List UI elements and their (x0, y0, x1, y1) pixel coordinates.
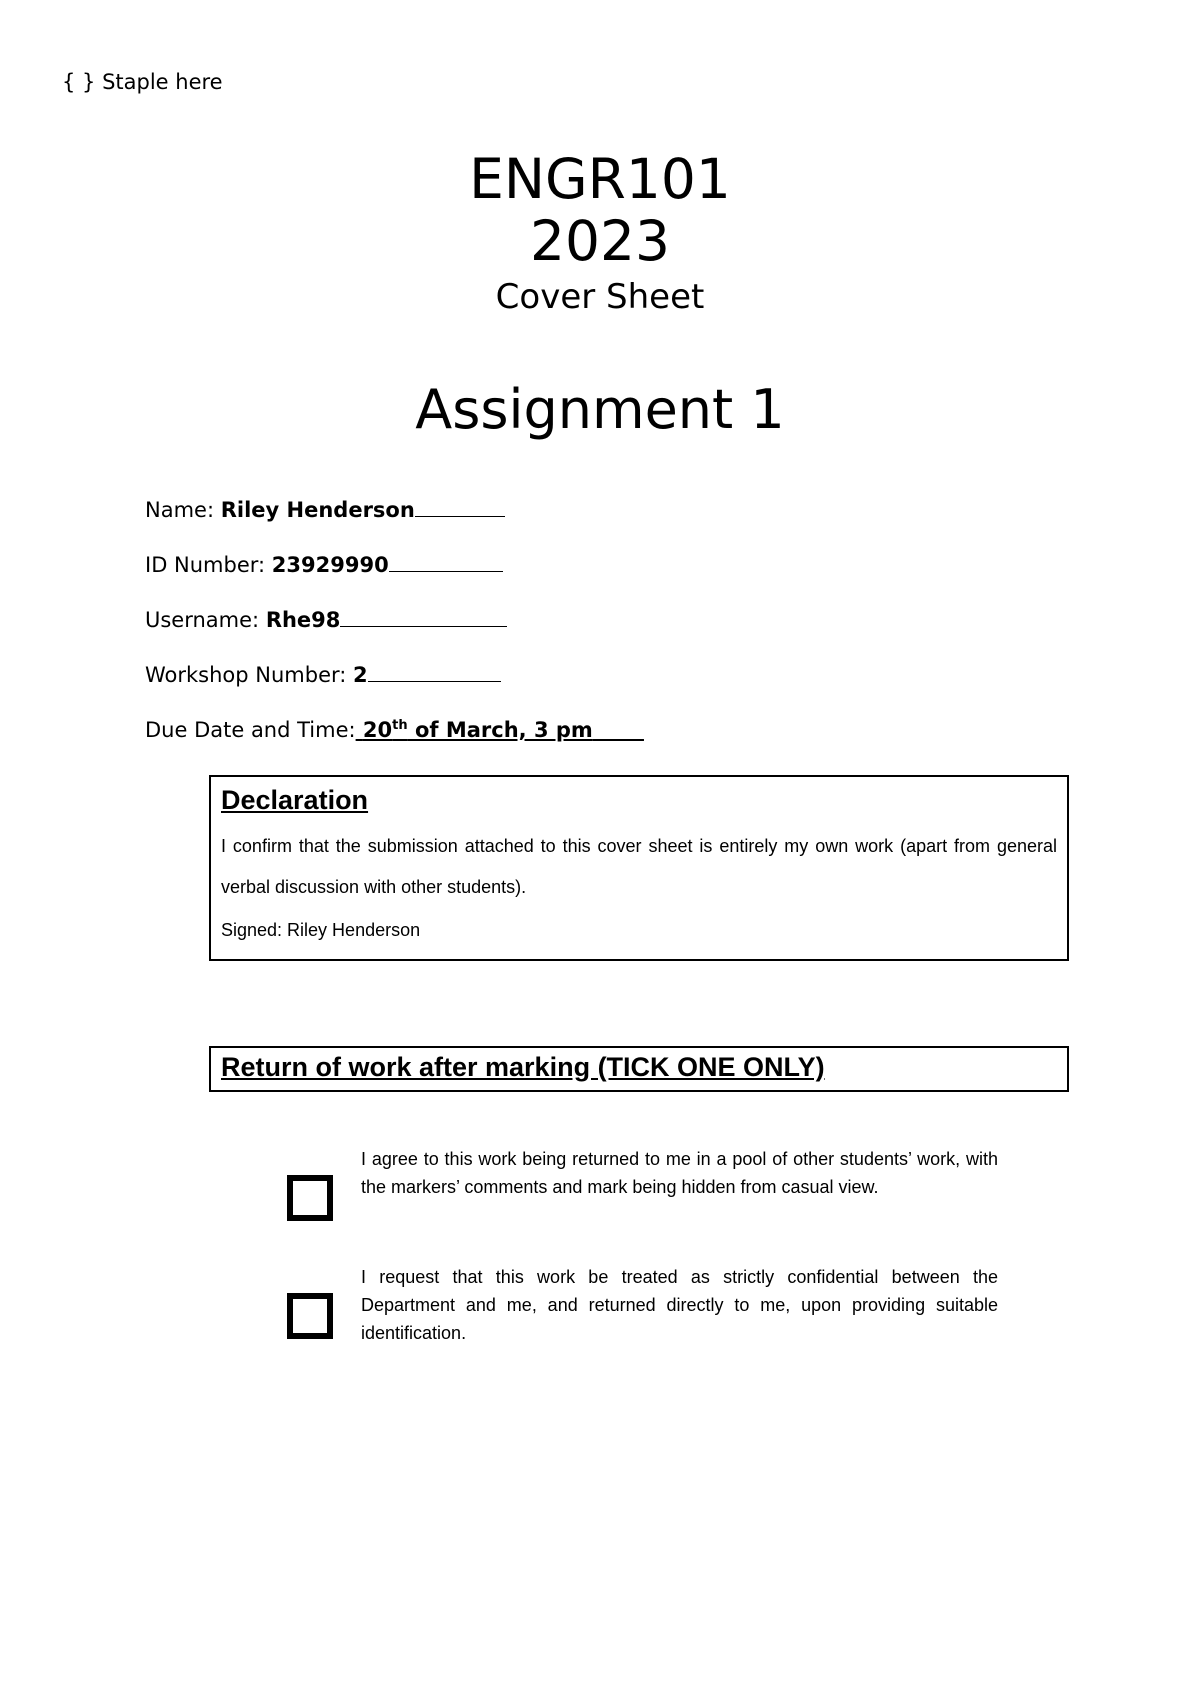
due-day: 20 (362, 718, 393, 742)
return-of-work-heading: Return of work after marking (TICK ONE ONLY) (221, 1052, 825, 1082)
confidential-return-text: I request that this work be treated as strictly confidential between the Department and me, and returned directly to me, upon providing suitable identification. (361, 1267, 998, 1343)
name-label: Name: (145, 498, 221, 522)
name-underline (415, 498, 505, 517)
id-number-field[interactable] (145, 553, 644, 608)
id-number-label: ID Number: (145, 553, 272, 577)
name-value: Riley Henderson (220, 498, 415, 522)
declaration-text: I confirm that the submission attached to this cover sheet is entirely my own work (apart from general verbal discussion with other students). (221, 836, 1057, 897)
username-field[interactable] (145, 608, 644, 663)
return-of-work-box (209, 1046, 1069, 1092)
id-number-underline (389, 553, 503, 572)
username-value: Rhe98 (265, 608, 341, 632)
student-details (145, 498, 644, 773)
pool-return-text: I agree to this work being returned to me in a pool of other students’ work, with the markers’ comments and mark being hidden from casual view. (361, 1149, 998, 1197)
course-year: 2023 (530, 209, 670, 273)
staple-here-note: { } Staple here (62, 70, 223, 94)
username-label: Username: (145, 608, 266, 632)
declaration-signature: Signed: Riley Henderson (221, 920, 421, 940)
workshop-number-underline (368, 663, 501, 682)
assignment-title: Assignment 1 (415, 378, 785, 441)
workshop-number-value: 2 (353, 663, 368, 687)
title-block (0, 148, 1200, 320)
due-month-time: of March, 3 pm (407, 718, 593, 742)
id-number-value: 23929990 (271, 553, 389, 577)
cover-sheet-subtitle: Cover Sheet (495, 277, 705, 317)
due-day-suffix: th (392, 718, 408, 733)
declaration-heading: Declaration (221, 785, 369, 815)
confidential-return-checkbox[interactable] (287, 1293, 333, 1339)
due-date-field[interactable] (145, 718, 644, 773)
due-date-value (356, 718, 644, 742)
pool-return-checkbox[interactable] (287, 1175, 333, 1221)
workshop-number-label: Workshop Number: (145, 663, 354, 687)
workshop-number-field[interactable] (145, 663, 644, 718)
declaration-box (209, 775, 1069, 961)
name-field[interactable] (145, 498, 644, 553)
username-underline (340, 608, 507, 627)
course-code: ENGR101 (469, 147, 731, 211)
due-date-label: Due Date and Time: (145, 718, 356, 742)
